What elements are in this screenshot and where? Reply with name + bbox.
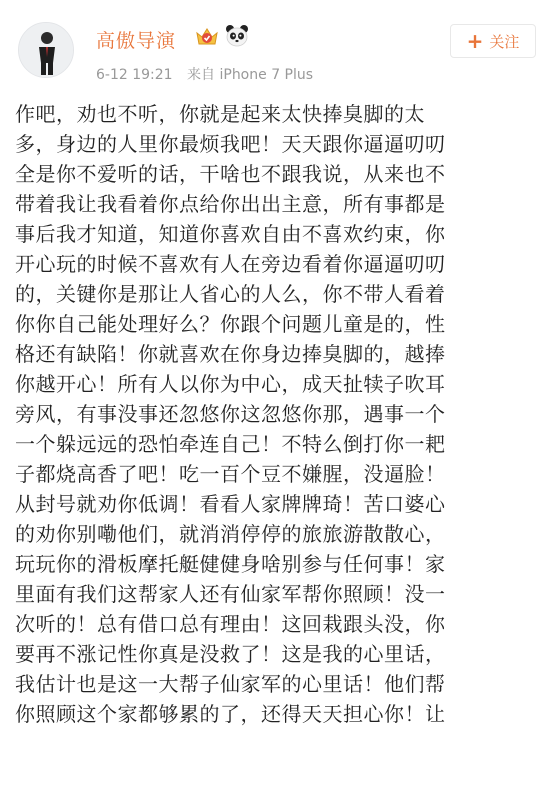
content-line: 里面有我们这帮家人还有仙家军帮你照顾！没一 [15, 582, 446, 606]
content-line: 格还有缺陷！你就喜欢在你身边捧臭脚的，越捧 [15, 342, 446, 366]
content-line: 要再不涨记性你真是没救了！这是我的心里话， [15, 642, 446, 666]
content-line: 你越开心！所有人以你为中心，成天扯犊子吹耳 [15, 372, 446, 396]
content-line: 你照顾这个家都够累的了，还得天天担心你！让 [15, 702, 446, 726]
follow-button[interactable] [450, 24, 536, 58]
post-date: 6-12 19:21 [96, 67, 173, 83]
content-line: 子都烧高香了吧！吃一百个豆不嫌腥，没逼脸！ [15, 462, 446, 486]
follow-label: 关注 [489, 32, 520, 51]
content-line: 旁风，有事没事还忽悠你这忽悠你那，遇事一个 [15, 402, 446, 426]
content-line: 带着我让我看着你点给你出出主意，所有事都是 [15, 192, 446, 216]
content-line: 的，关键你是那让人省心的人么，你不带人看着 [15, 282, 446, 306]
post-source: 来自 iPhone 7 Plus [187, 67, 314, 83]
content-line: 次听的！总有借口总有理由！这回栽跟头没，你 [15, 612, 446, 636]
content-line: 一个躲远远的恐怕牵连自己！不特么倒打你一耙 [15, 432, 446, 456]
content-line: 玩玩你的滑板摩托艇健健身啥别参与任何事！家 [15, 552, 446, 576]
crown-badge-icon [194, 24, 220, 48]
panda-icon [224, 24, 250, 48]
content-line: 全是你不爱听的话，干啥也不跟我说，从来也不 [15, 162, 446, 186]
avatar[interactable] [18, 22, 74, 78]
content-line: 我估计也是这一大帮子仙家军的心里话！他们帮 [15, 672, 446, 696]
avatar-photo [19, 23, 74, 78]
content-line: 多，身边的人里你最烦我吧！天天跟你逼逼叨叨 [15, 132, 446, 156]
post-content [15, 99, 545, 729]
content-line: 你你自己能处理好么？你跟个问题儿童是的，性 [15, 312, 446, 336]
content-line: 从封号就劝你低调！看看人家牌牌琦！苦口婆心 [15, 492, 446, 516]
post-header [0, 0, 550, 96]
user-badges [194, 24, 250, 48]
username[interactable]: 高傲导演 [96, 30, 177, 52]
content-line: 的劝你别嘞他们，就消消停停的旅旅游散散心， [15, 522, 446, 546]
plus-icon: + [466, 29, 484, 53]
content-line: 作吧，劝也不听，你就是起来太快捧臭脚的太 [15, 102, 425, 126]
content-line: 事后我才知道，知道你喜欢自由不喜欢约束，你 [15, 222, 446, 246]
content-line: 开心玩的时候不喜欢有人在旁边看着你逼逼叨叨 [15, 252, 446, 276]
post-meta [96, 64, 323, 84]
